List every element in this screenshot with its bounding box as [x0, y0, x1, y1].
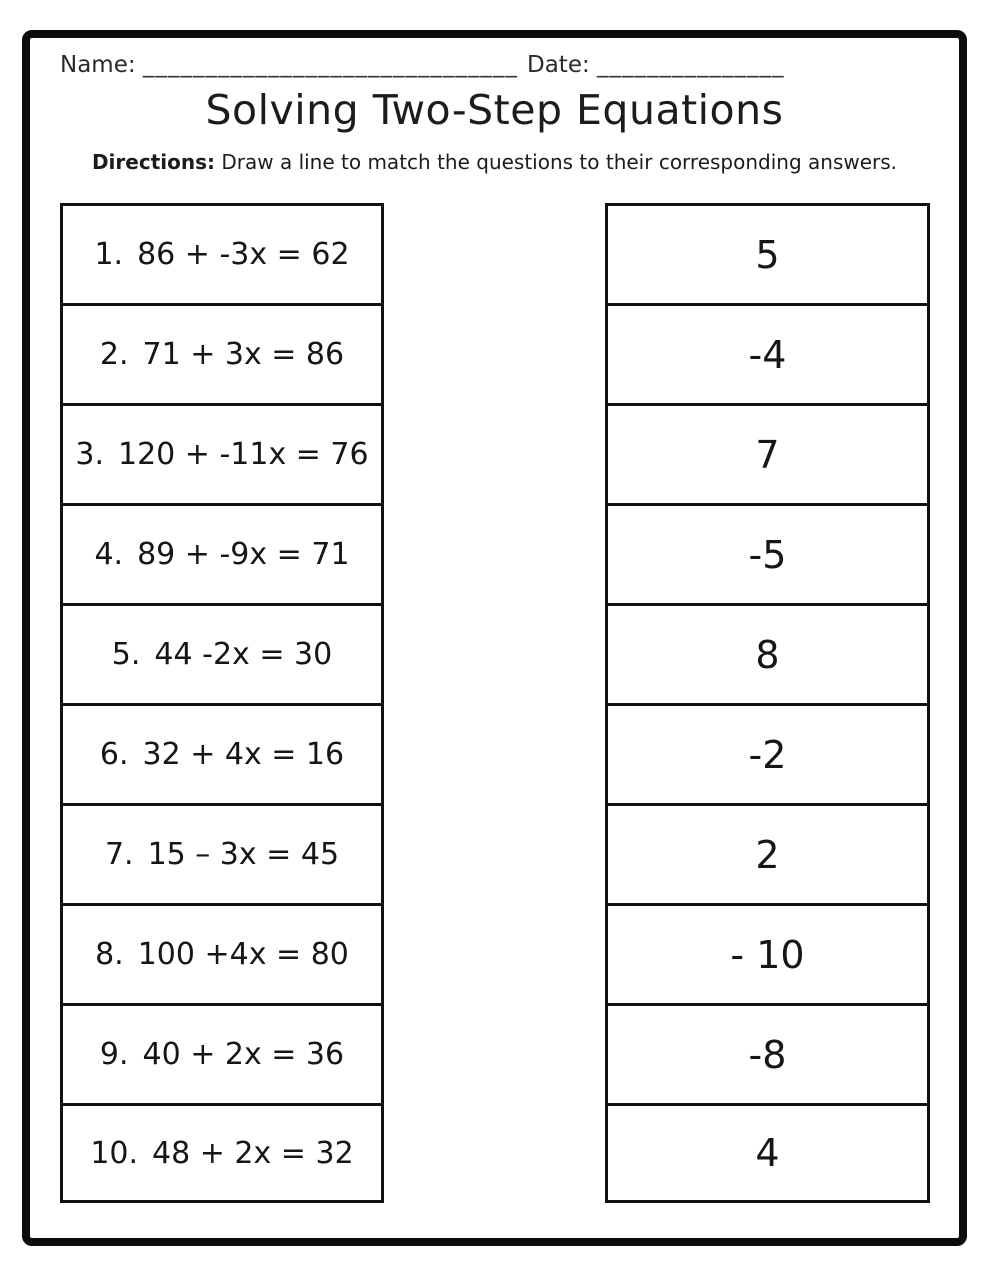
question-equation: 40 + 2x = 36	[142, 1037, 345, 1072]
answer-value: 2	[755, 832, 780, 877]
answer-row[interactable]	[608, 706, 927, 806]
answer-row[interactable]	[608, 406, 927, 506]
name-label: Name:	[60, 52, 136, 78]
date-field	[527, 52, 785, 78]
question-equation: 48 + 2x = 32	[152, 1135, 354, 1171]
answer-row[interactable]	[608, 906, 927, 1006]
question-equation: 86 + -3x = 62	[137, 237, 350, 272]
answer-value: 7	[755, 432, 780, 477]
question-number: 2.	[99, 337, 129, 372]
answer-row[interactable]	[608, 806, 927, 906]
question-equation: 32 + 4x = 16	[142, 737, 345, 772]
question-number: 5.	[111, 637, 141, 672]
answer-row[interactable]	[608, 606, 927, 706]
question-number: 8.	[95, 937, 124, 972]
answer-value: 8	[755, 632, 780, 677]
question-row[interactable]	[63, 406, 381, 506]
question-number: 4.	[94, 537, 124, 572]
question-number: 1.	[94, 237, 124, 272]
questions-column	[60, 203, 384, 1203]
question-equation: 71 + 3x = 86	[142, 337, 345, 372]
directions-label: Directions:	[91, 150, 215, 174]
directions-text: Draw a line to match the questions to their corresponding answers.	[221, 150, 898, 174]
question-equation: 120 + -11x = 76	[118, 437, 369, 472]
question-number: 3.	[75, 437, 104, 472]
question-row[interactable]	[63, 806, 381, 906]
answer-row[interactable]	[608, 1006, 927, 1106]
answer-value: -4	[748, 332, 787, 377]
answer-value: 5	[755, 232, 780, 277]
question-row[interactable]	[63, 1106, 381, 1200]
question-equation: 44 -2x = 30	[154, 637, 333, 672]
question-number: 10.	[90, 1135, 139, 1171]
question-equation: 15 – 3x = 45	[147, 837, 340, 872]
answer-row[interactable]	[608, 1106, 927, 1200]
answer-row[interactable]	[608, 306, 927, 406]
question-row[interactable]	[63, 506, 381, 606]
question-row[interactable]	[63, 906, 381, 1006]
answer-value: 4	[755, 1131, 780, 1175]
date-input-line[interactable]: _______________	[597, 52, 785, 78]
answer-value: - 10	[730, 932, 805, 977]
question-row[interactable]	[63, 306, 381, 406]
question-number: 6.	[99, 737, 129, 772]
answer-value: -5	[748, 532, 787, 577]
question-row[interactable]	[63, 206, 381, 306]
page-title: Solving Two-Step Equations	[205, 86, 784, 134]
name-field	[60, 52, 518, 78]
question-row[interactable]	[63, 706, 381, 806]
name-input-line[interactable]: ______________________________	[142, 52, 518, 78]
answers-column	[605, 203, 930, 1203]
question-equation: 100 +4x = 80	[137, 937, 349, 972]
date-label: Date:	[527, 52, 590, 78]
question-row[interactable]	[63, 1006, 381, 1106]
directions	[0, 150, 989, 174]
question-number: 7.	[104, 837, 134, 872]
answer-row[interactable]	[608, 506, 927, 606]
answer-value: -8	[748, 1032, 787, 1077]
answer-row[interactable]	[608, 206, 927, 306]
answer-value: -2	[748, 732, 787, 777]
question-number: 9.	[99, 1037, 129, 1072]
question-equation: 89 + -9x = 71	[137, 537, 350, 572]
question-row[interactable]	[63, 606, 381, 706]
